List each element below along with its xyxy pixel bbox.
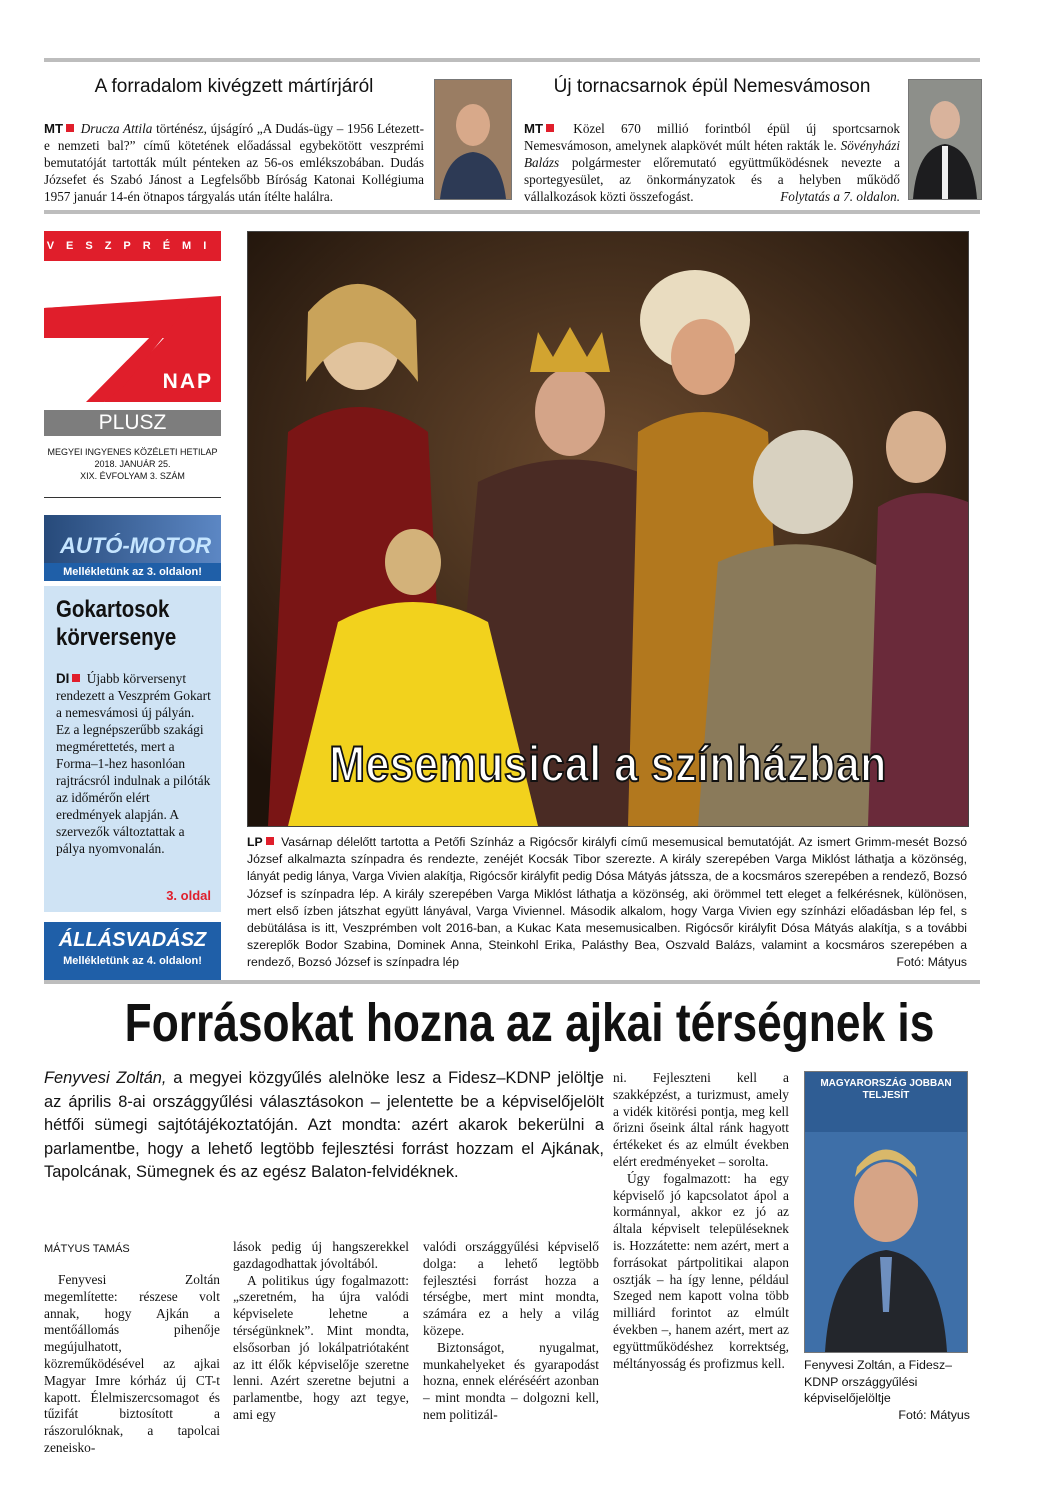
main-col-4-text-b: Úgy fogalmazott: ha egy képviselő jó kapcsolatot ápol a kormánnyal, akkor ez jó az általa képviselt településeknek is. Hozzátette: nem azért, mert a forrásokat pártpolitikai alapon osztják – ha így lenne, például Szeged nem kapott volna több milliárd forintot az elmúlt években –, hanem azért, mert az együttműködéshez korrektség, méltányosság és profizmus kell.: [613, 1170, 789, 1371]
main-col-4: [613, 1070, 789, 1372]
auto-motor-supplement: Mellékletünk az 3. oldalon!: [44, 563, 221, 581]
masthead-logo: [44, 296, 221, 402]
main-photo-caption: [804, 1357, 970, 1423]
main-photo: [804, 1071, 968, 1353]
gokart-text: Újabb körversenyt rendezett a Veszprém Gokart a nemesvámosi új pályán. Ez a legnépszerűbb szakági megmérettetés, mert a Forma–1-hez hasonlóan rajtrácsról indulnak a pilóták az időmérőn elért eredmények alapján. A szervezők változtattak a pálya nyomvonalán.: [56, 671, 211, 856]
main-col-1-text: Fenyvesi Zoltán megemlítette: részese volt annak, hogy Ajkán a mentőállomás pihenője megújulhatott, közreműködésével az ajkai Magyar Imre kórház új CT-t kapott. Élelmiszercsomagot és tűzifát biztosított a rászorulóknak, a tapolcai zeneisko-: [44, 1272, 220, 1455]
auto-motor-box[interactable]: [44, 515, 221, 581]
gokart-title: [56, 596, 176, 652]
portrait-icon: [435, 80, 511, 199]
jobs-box[interactable]: [44, 922, 221, 980]
red-square-icon: [266, 837, 274, 845]
feature-credit: Fotó: Mátyus: [896, 955, 967, 970]
candidate-portrait-image: [805, 1072, 967, 1352]
teaser-2-title: Új tornacsarnok épül Nemesvámoson: [553, 76, 871, 97]
teaser-1-title: A forradalom kivégzett mártírjáról: [94, 76, 374, 97]
feature-tag: LP: [247, 835, 263, 849]
masthead-info: [44, 446, 221, 482]
masthead-nap: NAP: [162, 370, 213, 393]
portrait-icon: [909, 80, 981, 199]
red-square-icon: [66, 124, 74, 132]
teaser-2-photo: [908, 79, 982, 200]
jobs-title: ÁLLÁSVADÁSZ: [58, 929, 207, 951]
masthead-date: 2018. JANUÁR 25.: [94, 459, 171, 469]
top-rule: [44, 58, 980, 62]
main-photo-caption-text: Fenyvesi Zoltán, a Fidesz–KDNP országgyűlési képviselőjelöltje: [804, 1358, 953, 1405]
teaser-2-person: Sövényházi Balázs: [524, 138, 900, 170]
main-col-3-text-a: valódi országgyűlési képviselő dolga: a lehető legtöbb fejlesztési forrást hozza a térségbe, mert mint mondta, számára ez a hely a világ közepe.: [423, 1239, 599, 1338]
main-rule: [44, 980, 980, 984]
teaser-2-text-a: Közel 670 millió forintból épül új sportcsarnok Nemesvámoson, amelynek alapkövét múlt héten rakták le.: [524, 121, 901, 153]
main-col-1: [44, 1272, 220, 1457]
masthead-region: VESZPRÉMI: [44, 231, 221, 261]
masthead-issue: XIX. ÉVFOLYAM 3. SZÁM: [80, 471, 185, 481]
gokart-tag: DI: [56, 671, 70, 686]
teaser-2-body: [524, 120, 900, 205]
auto-motor-title: AUTÓ-MOTOR: [60, 533, 212, 558]
red-square-icon: [546, 124, 554, 132]
teaser-2-text-b: polgármester előremutató együttműködésnek nevezte a sportegyesület, az önkormányzatok és a helyben működő vállalkozások közti összefogást.: [524, 155, 901, 204]
main-col-3: [423, 1239, 599, 1424]
main-lead-text: a megyei közgyűlés alelnöke lesz a Fidesz–KDNP jelöltje az április 8-ai országgyűlési választásokon – jelentette be a képviselőjelölt hétfői sümegi sajtótájékoztatóján. Azt mondta: azért akarok bekerülni a parlamentbe, hogy a lehető legtöbb fejlesztési forrást hozzam el Ajkának, Tapolcának, Sümegnek és az egész Balaton-felvidéknek.: [44, 1069, 605, 1181]
gokart-page[interactable]: 3. oldal: [166, 888, 211, 903]
main-col-4-text-a: ni. Fejleszteni kell a szakképzést, a turizmust, amely a vidék kitörési pontja, meg kell őrizni őseink által ránk hagyott értékeket és az elmúlt években elért eredményeket – sorolta.: [613, 1070, 789, 1169]
gokart-title-line2: körversenye: [56, 624, 177, 651]
main-lead: [44, 1067, 604, 1185]
jobs-supplement: Mellékletünk az 4. oldalon!: [63, 955, 202, 967]
gokart-story: [44, 586, 221, 912]
teaser-1-body: [44, 120, 424, 205]
teaser-1-photo: [434, 79, 512, 200]
masthead-plusz: PLUSZ: [44, 410, 221, 436]
main-photo-sign: MAGYARORSZÁG JOBBAN TELJESÍT: [820, 1078, 952, 1101]
feature-caption-text: Vasárnap délelőtt tartotta a Petőfi Színház a Rigócsőr királyfi című mesemusical bemutatóját. Az ismert Grimm-mesét Bozsó József alkalmazta színpadra és rendezte, zenéjét Kocsák Tibor szerezte. A király szerepében Varga Miklóst láthatja a közönség, lányát pedig lánya, Varga Vivien alakítja, Rigócsőr királyfit pedig Dósa Mátyás játssza, de a kocsmáros szerepében a rendező, Bozsó József is színpadra lép. A király szerepében Varga Miklóst láthatja a közönség, aki örömmel tett eleget a felkérésnek, különösen, mert első ízben játszhat együtt lányával, Varga Viviennel. Második alkalom, hogy Varga Vivien egy színházi előadásban lép fel, s debütálása is itt, Veszprémben volt 2016-ban, a Kukac Kata mesemusicalben. Rigócsőr királyfit Dósa Mátyás alakítja, s a további szereplők Bodor Szabina, Dominek Anna, Steinkohl Erika, Palásthy Bea, Oszvald Balázs, valamint a kocsmáros szerepében a rendező, Bozsó József is színpadra lép: [247, 835, 968, 970]
teaser-1-author: Drucza Attila: [80, 121, 153, 136]
masthead-subtitle: MEGYEI INGYENES KÖZÉLETI HETILAP: [47, 447, 218, 457]
main-photo-credit: Fotó: Mátyus: [898, 1407, 970, 1422]
teaser-1-tag: MT: [44, 121, 64, 136]
gokart-body: [56, 670, 211, 857]
feature-photo: [247, 231, 969, 827]
teaser-rule: [44, 210, 980, 214]
main-byline: MÁTYUS TAMÁS: [44, 1243, 130, 1255]
teaser-1-text: történész, újságíró „A Dudás-ügy – 1956 Létezett-e nemzeti bal?” című kötetének előadással egybekötött veszprémi bemutatóját tartották múlt pénteken az 56-os emlékszobában. Dudás Józsefet és Szabó Jánost a Legfelsőbb Bíróság Katonai Kollégiuma 1957 január 14-én ötnapos tárgyalás után ítélte halálra.: [44, 121, 424, 204]
feature-caption: [247, 834, 967, 972]
main-col-3-text-b: Biztonságot, nyugalmat, munkahelyeket és gyarapodást hozna, ennek eléréséért azonban – mint mondta – dolgozni kell, nem politizál-: [423, 1339, 599, 1422]
main-col-2-text-b: A politikus úgy fogalmazott: „szeretném, ha újra valódi képviselete lehetne a térségünknek”. Mint mondta, elsősorban jó lokálpatriótaként az itt élők képviselője szeretne lenni. Azért szeretne bejutni a parlamentbe, hogy azt tegye, ami egy: [233, 1272, 409, 1422]
main-col-2-text-a: lások pedig új hangszerekkel gazdagodhattak jóvoltából.: [233, 1239, 409, 1271]
gokart-title-line1: Gokartosok: [56, 596, 170, 623]
main-col-2: [233, 1239, 409, 1424]
main-headline: Forrásokat hozna az ajkai térségnek is: [124, 993, 935, 1053]
masthead-rule: [44, 497, 221, 498]
main-lead-name: Fenyvesi Zoltán,: [44, 1069, 167, 1087]
feature-headline: Mesemusical a színházban: [329, 736, 887, 792]
teaser-2-tag: MT: [524, 121, 544, 136]
red-square-icon: [72, 674, 80, 682]
teaser-2-continued[interactable]: Folytatás a 7. oldalon.: [780, 189, 900, 204]
